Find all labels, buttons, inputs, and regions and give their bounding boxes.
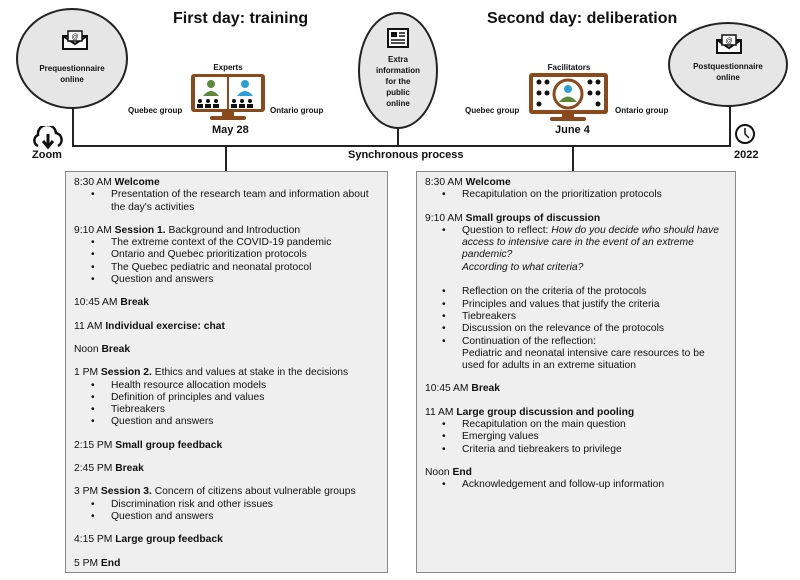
agenda-title: Large group feedback xyxy=(115,534,223,546)
agenda-time: 1 PM xyxy=(74,367,99,379)
agenda-heading xyxy=(74,367,379,379)
agenda-bullet-text: Question and answers xyxy=(111,274,214,286)
agenda-time: 8:30 AM xyxy=(74,177,112,188)
agenda-title: Break xyxy=(101,343,131,355)
agenda-bullet-text: Continuation of the reflection: xyxy=(462,335,596,347)
agenda-heading xyxy=(74,486,379,498)
agenda-section xyxy=(74,344,379,356)
agenda-bullet-text: Ontario and Quebec prioritization protocols xyxy=(111,249,307,261)
monitor-icon xyxy=(191,74,265,112)
extra-label-line: for the xyxy=(385,77,411,86)
agenda-bullet-text: Principles and values that justify the criteria xyxy=(462,298,660,310)
connector-line xyxy=(225,146,227,171)
connector-line xyxy=(72,108,74,146)
agenda-bullet-text: Tiebreakers xyxy=(111,404,165,416)
agenda-bullet xyxy=(425,431,727,443)
agenda-heading xyxy=(425,177,727,189)
postquestionnaire-label-2: online xyxy=(716,73,740,82)
zoom-label: Zoom xyxy=(32,149,62,161)
agenda-title: Small group feedback xyxy=(115,439,223,451)
experts-label: Experts xyxy=(213,63,243,72)
agenda-heading xyxy=(74,558,379,570)
agenda-title: Break xyxy=(471,383,501,395)
agenda-bullet-text: Recapitulation on the prioritization protocols xyxy=(462,189,662,201)
newspaper-icon xyxy=(387,28,409,48)
agenda-title: Small groups of discussion xyxy=(465,212,601,224)
agenda-time: 5 PM xyxy=(74,557,99,569)
agenda-section xyxy=(74,463,379,475)
agenda-bullet-text: How do you decide who should have access to intensive care in the event of an extreme pandemic? xyxy=(462,224,720,261)
agenda-bullet xyxy=(425,299,727,311)
agenda-bullet xyxy=(425,419,727,431)
extra-label-line: public xyxy=(386,88,410,97)
agenda-section xyxy=(74,225,379,286)
agenda-section xyxy=(74,297,379,309)
agenda-title: Session 2. xyxy=(100,367,152,379)
cloud-download-icon xyxy=(30,126,66,150)
agenda-time: 10:45 AM xyxy=(425,383,469,395)
agenda-section xyxy=(425,407,727,456)
svg-text:@: @ xyxy=(725,38,733,45)
agenda-bullet xyxy=(74,262,379,274)
synchronous-process-label: Synchronous process xyxy=(348,149,464,161)
connector-line xyxy=(572,146,574,171)
clock-icon xyxy=(734,123,756,145)
agenda-bullet-text: Pediatric and neonatal intensive care resources to be used for adults in an extreme situation xyxy=(462,347,705,372)
agenda-bullet xyxy=(425,286,727,298)
facilitators-label: Facilitators xyxy=(547,63,591,72)
agenda-bullet-text: Discussion on the relevance of the protocols xyxy=(462,323,665,335)
day1-heading: First day: training xyxy=(173,10,309,27)
agenda-time: Noon xyxy=(425,466,450,478)
agenda-title: Individual exercise: chat xyxy=(105,320,225,332)
agenda-section xyxy=(425,383,727,395)
agenda-bullet-text: Reflection on the criteria of the protocols xyxy=(462,286,647,298)
agenda-bullet-text: Tiebreakers xyxy=(462,310,516,322)
agenda-bullet-text: Acknowledgement and follow-up information xyxy=(462,479,665,491)
envelope-at-icon xyxy=(62,30,88,50)
agenda-bullet xyxy=(425,323,727,335)
agenda-title-rest: Ethics and values at stake in the decisions xyxy=(151,367,349,379)
agenda-heading xyxy=(74,463,379,475)
prequestionnaire-label: Prequestionnaire xyxy=(39,64,105,73)
agenda-bullet xyxy=(74,274,379,286)
ontario-group-label: Ontario group xyxy=(270,106,324,115)
agenda-bullet-text: Question and answers xyxy=(111,416,214,428)
agenda-section xyxy=(74,367,379,428)
day2-agenda xyxy=(416,171,736,573)
agenda-bullet-text: Presentation of the research team and information about the day's activities xyxy=(111,189,369,213)
agenda-time: 4:15 PM xyxy=(74,534,113,546)
agenda-time: 9:10 AM xyxy=(425,212,463,224)
agenda-title-rest: Concern of citizens about vulnerable groups xyxy=(151,486,356,498)
agenda-heading xyxy=(74,344,379,356)
agenda-time: 11 AM xyxy=(425,406,454,418)
agenda-title: Session 1. xyxy=(114,224,166,236)
connector-line xyxy=(397,128,399,146)
agenda-bullet-text: Discrimination risk and other issues xyxy=(111,498,273,510)
extra-label-line: Extra xyxy=(387,55,408,64)
agenda-heading xyxy=(74,534,379,546)
agenda-heading xyxy=(74,440,379,452)
quebec-group-label: Quebec group xyxy=(465,106,520,115)
agenda-title: Break xyxy=(115,463,144,475)
agenda-title: Welcome xyxy=(114,177,160,188)
agenda-time: 11 AM xyxy=(74,320,103,332)
agenda-section xyxy=(425,177,727,202)
agenda-section xyxy=(74,177,379,214)
agenda-heading xyxy=(425,383,727,395)
agenda-title: End xyxy=(452,466,472,478)
agenda-bullet xyxy=(74,237,379,249)
agenda-bullet-text: The Quebec pediatric and neonatal protocol xyxy=(111,261,312,273)
agenda-heading xyxy=(74,321,379,333)
ontario-group-label: Ontario group xyxy=(615,106,669,115)
prequestionnaire-label-2: online xyxy=(60,75,84,84)
agenda-heading xyxy=(74,297,379,309)
agenda-bullet xyxy=(425,444,727,456)
agenda-heading xyxy=(425,467,727,479)
agenda-bullet-text: Recapitulation on the main question xyxy=(462,419,626,431)
agenda-bullet xyxy=(74,511,379,523)
agenda-bullet-text: Definition of principles and values xyxy=(111,391,265,403)
extra-label-line: information xyxy=(376,66,420,75)
agenda-bullet xyxy=(74,392,379,404)
agenda-bullet-text: Question and answers xyxy=(111,510,214,522)
agenda-time: 9:10 AM xyxy=(74,224,112,236)
agenda-bullet-text: Emerging values xyxy=(462,431,539,443)
agenda-time: 2:15 PM xyxy=(74,439,113,451)
agenda-bullet xyxy=(74,189,379,214)
prequestionnaire-bubble xyxy=(16,8,128,109)
agenda-time: Noon xyxy=(74,343,99,355)
agenda-bullet xyxy=(425,336,727,373)
agenda-bullet-text: Question to reflect: xyxy=(462,224,552,236)
agenda-bullet-text: According to what criteria? xyxy=(462,261,584,273)
agenda-title: Welcome xyxy=(465,177,511,188)
agenda-bullet xyxy=(425,189,727,201)
day1-agenda xyxy=(65,171,388,573)
agenda-bullet xyxy=(425,225,727,286)
agenda-bullet-text: The extreme context of the COVID-19 pandemic xyxy=(111,237,332,249)
agenda-time: 2:45 PM xyxy=(74,463,113,475)
extra-label-line: online xyxy=(386,99,410,108)
agenda-section xyxy=(74,486,379,523)
agenda-bullet xyxy=(74,404,379,416)
agenda-heading xyxy=(425,213,727,225)
agenda-heading xyxy=(74,177,379,189)
year-label: 2022 xyxy=(734,149,759,161)
agenda-heading xyxy=(74,225,379,237)
agenda-bullet xyxy=(74,249,379,261)
day1-date: May 28 xyxy=(212,124,249,136)
agenda-title: Large group discussion and pooling xyxy=(456,406,635,418)
participants-icon xyxy=(533,77,604,110)
agenda-bullet-text: Criteria and tiebreakers to privilege xyxy=(462,443,622,455)
extra-information-bubble xyxy=(358,12,438,129)
agenda-section xyxy=(425,467,727,492)
agenda-bullet xyxy=(74,416,379,428)
agenda-time: 3 PM xyxy=(74,486,99,498)
agenda-title: End xyxy=(100,557,121,569)
agenda-time: 8:30 AM xyxy=(425,177,463,188)
postquestionnaire-bubble xyxy=(668,22,788,107)
day2-date: June 4 xyxy=(555,124,590,136)
agenda-section xyxy=(74,321,379,333)
agenda-section xyxy=(74,534,379,546)
svg-text:@: @ xyxy=(71,34,79,41)
monitor-icon xyxy=(529,73,608,114)
agenda-title-rest: Background and Introduction xyxy=(165,224,301,236)
envelope-at-icon xyxy=(716,34,742,54)
agenda-title: Session 3. xyxy=(100,486,152,498)
agenda-heading xyxy=(425,407,727,419)
agenda-title: Break xyxy=(120,297,150,309)
day2-heading: Second day: deliberation xyxy=(487,10,678,27)
agenda-bullet xyxy=(74,499,379,511)
agenda-time: 10:45 AM xyxy=(74,297,118,309)
postquestionnaire-label: Postquestionnaire xyxy=(693,62,763,71)
quebec-group-label: Quebec group xyxy=(128,106,183,115)
participants-icon xyxy=(195,77,261,109)
timeline-line xyxy=(72,145,731,147)
agenda-bullet xyxy=(425,311,727,323)
agenda-section xyxy=(74,558,379,570)
connector-line xyxy=(729,106,731,146)
agenda-bullet xyxy=(74,380,379,392)
agenda-bullet xyxy=(425,479,727,491)
agenda-bullet-text: Health resource allocation models xyxy=(111,379,267,391)
agenda-section xyxy=(74,440,379,452)
agenda-section xyxy=(425,213,727,373)
